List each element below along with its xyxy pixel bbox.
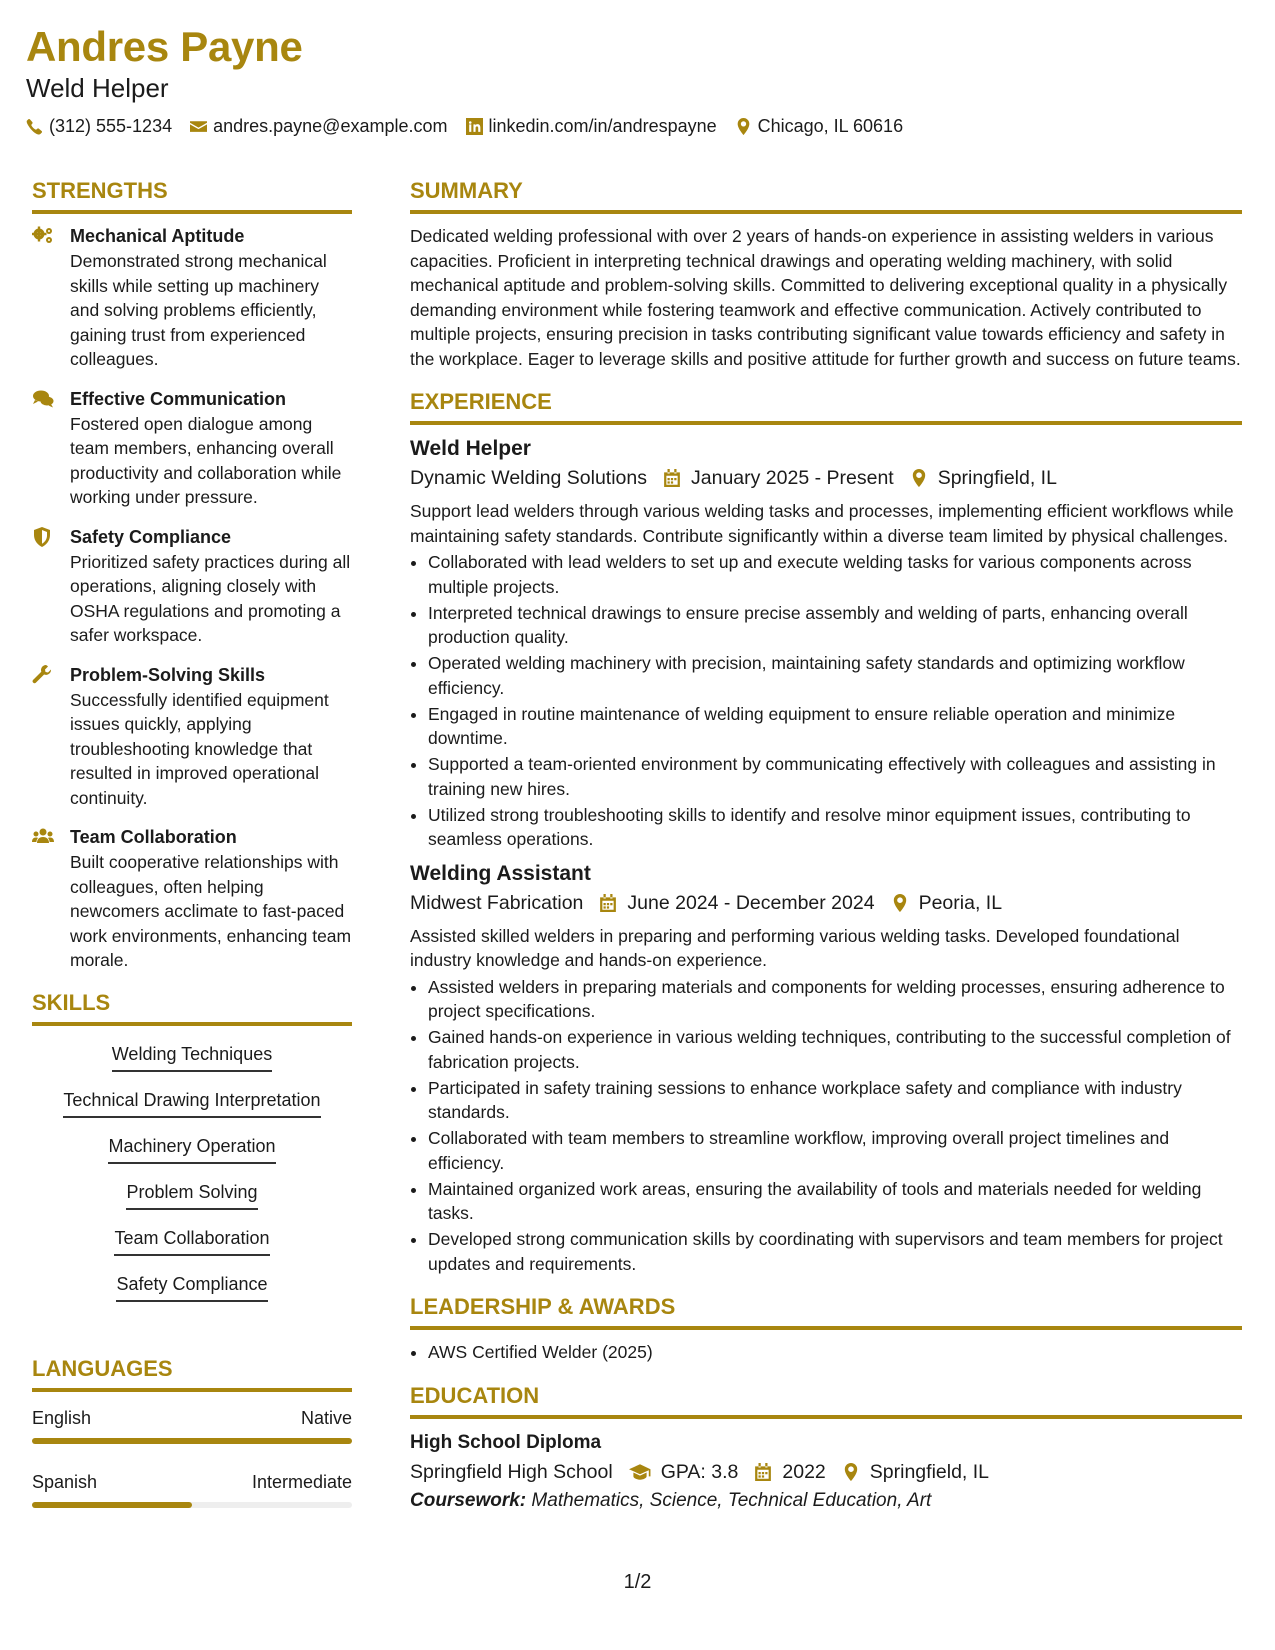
coursework-text: Mathematics, Science, Technical Education, Art: [531, 1489, 932, 1511]
strength-item: [32, 825, 352, 973]
skills-heading: SKILLS: [32, 988, 352, 1026]
summary-text: Dedicated welding professional with over 2 years of hands-on experience in assisting welders in various capacities. Proficient in interpreting technical drawings and operating welding machinery, with solid mechanical aptitude and problem-solving skills. Committed to delivering exceptional quality in a physically demanding environment while fostering teamwork and effective communication. Actively contributed to multiple projects, ensuring precision in tasks contributing significant value towards efficiency and safety in the workplace. Eager to leverage skills and positive attitude for further growth and success on future teams.: [410, 226, 1241, 369]
contact-location: [735, 116, 903, 137]
language-level: Native: [300, 1407, 352, 1428]
strength-item: [32, 387, 352, 510]
skill-item: Problem Solving: [126, 1180, 257, 1210]
job-bullets: [410, 975, 1242, 1277]
language-proficiency-bar: [32, 1502, 352, 1508]
summary-heading: SUMMARY: [410, 176, 1242, 214]
language-proficiency-bar: [32, 1438, 352, 1444]
job-meta: [410, 888, 1242, 918]
strength-item: [32, 663, 352, 811]
strengths-heading: STRENGTHS: [32, 176, 352, 214]
job-bullet: • Engaged in routine maintenance of welding equipment to ensure reliable operation and minimize downtime.: [428, 702, 1242, 751]
job-bullet: • Collaborated with team members to streamline workflow, improving overall project timelines and efficiency.: [428, 1126, 1242, 1175]
strength-description: Prioritized safety practices during all operations, aligning closely with OSHA regulations and promoting a safer workspace.: [70, 551, 351, 645]
map-pin-icon: [910, 469, 928, 487]
contact-linkedin-text[interactable]: linkedin.com/in/andrespayne: [488, 116, 717, 136]
users-icon: [32, 827, 54, 847]
linkedin-icon: [466, 118, 483, 135]
job-title: Welding Assistant: [410, 861, 591, 885]
contact-bar: [26, 116, 921, 137]
job-location: Springfield, IL: [937, 467, 1057, 489]
contact-email-text[interactable]: andres.payne@example.com: [213, 116, 448, 136]
language-item: [32, 1406, 352, 1444]
job-meta: [410, 463, 1242, 493]
contact-email[interactable]: [190, 116, 447, 137]
job-bullet: • Operated welding machinery with precision, maintaining safety standards and optimizing workflow efficiency.: [428, 651, 1242, 700]
candidate-title: Weld Helper: [26, 73, 169, 103]
calendar-icon: [754, 1463, 772, 1481]
job-bullet: • Supported a team-oriented environment by communicating effectively with colleagues and assisting in training new hires.: [428, 752, 1242, 801]
language-proficiency-fill: [32, 1502, 192, 1508]
strength-item: [32, 525, 352, 648]
strength-title: Team Collaboration: [70, 827, 237, 847]
job-bullet: • Developed strong communication skills by coordinating with supervisors and team members for project updates and requirements.: [428, 1227, 1242, 1276]
skill-item: Machinery Operation: [108, 1134, 275, 1164]
education-school: Springfield High School: [410, 1460, 613, 1483]
page-number: 1/2: [623, 1571, 652, 1593]
skill-item: Welding Techniques: [112, 1042, 272, 1072]
education-heading: EDUCATION: [410, 1381, 1242, 1419]
skill-item: Safety Compliance: [116, 1272, 267, 1302]
candidate-name: Andres Payne: [26, 23, 303, 70]
job-description: Support lead welders through various welding tasks and processes, implementing efficient workflows while maintaining safety standards. Contribute significantly within a diverse team limited by physical challenges.: [410, 501, 1234, 546]
strength-title: Safety Compliance: [70, 526, 232, 547]
strength-item: [32, 224, 352, 372]
award-item: • AWS Certified Welder (2025): [428, 1340, 1242, 1365]
job-bullet: • Gained hands-on experience in various welding techniques, contributing to the successful completion of fabrication projects.: [428, 1025, 1242, 1074]
strength-description: Successfully identified equipment issues quickly, applying troubleshooting knowledge that resulted in improved operational continuity.: [70, 689, 329, 808]
job-description: Assisted skilled welders in preparing and performing various welding tasks. Developed foundational industry knowledge and hands-on experience.: [410, 925, 1180, 970]
graduation-cap-icon: [629, 1463, 651, 1481]
phone-icon: [26, 118, 43, 135]
gears-icon: [32, 226, 54, 246]
shield-icon: [32, 527, 54, 547]
resume-header: [26, 22, 921, 137]
strengths-list: [32, 224, 352, 973]
awards-list: [410, 1340, 1242, 1365]
education-coursework: [410, 1487, 1242, 1515]
education-location: Springfield, IL: [869, 1460, 990, 1483]
wrench-icon: [32, 665, 54, 685]
job-bullet: • Utilized strong troubleshooting skills to identify and resolve minor equipment issues, contributing to seamless operations.: [428, 803, 1242, 852]
education-year: 2022: [782, 1460, 826, 1483]
job-bullet: • Maintained organized work areas, ensuring the availability of tools and materials needed for welding tasks.: [428, 1177, 1242, 1226]
contact-phone: [26, 116, 172, 137]
strength-title: Problem-Solving Skills: [70, 664, 266, 685]
languages-list: [32, 1406, 352, 1508]
language-name: Spanish: [32, 1471, 98, 1492]
job-title: Weld Helper: [410, 437, 531, 460]
job-bullet: • Interpreted technical drawings to ensure precise assembly and welding of parts, enhancing overall production quality.: [428, 601, 1242, 650]
language-item: [32, 1470, 352, 1508]
education-meta: [410, 1457, 1242, 1487]
education-degree: High School Diploma: [410, 1431, 602, 1453]
contact-linkedin[interactable]: [466, 116, 717, 137]
education-gpa: GPA: 3.8: [660, 1460, 739, 1483]
left-column: [32, 176, 352, 1508]
job-company: Midwest Fabrication: [410, 891, 584, 914]
map-pin-icon: [891, 894, 909, 912]
right-column: [410, 176, 1242, 1515]
envelope-icon: [190, 118, 207, 135]
awards-heading: LEADERSHIP & AWARDS: [410, 1292, 1242, 1330]
coursework-label: Coursework:: [410, 1489, 527, 1511]
language-name: English: [32, 1407, 92, 1428]
strength-description: Built cooperative relationships with colleagues, often helping newcomers acclimate to fast-paced work environments, enhancing team morale.: [70, 852, 352, 970]
job-bullet: • Collaborated with lead welders to set up and execute welding tasks for various components across multiple projects.: [428, 550, 1242, 599]
calendar-icon: [599, 894, 617, 912]
job-bullet: • Assisted welders in preparing materials and components for welding processes, ensuring adherence to project specifications.: [428, 975, 1242, 1024]
strength-title: Mechanical Aptitude: [70, 226, 245, 246]
calendar-icon: [663, 469, 681, 487]
job-bullets: [410, 550, 1242, 852]
skills-list: [32, 1036, 352, 1318]
job-dates: January 2025 - Present: [691, 467, 894, 489]
experience-heading: EXPERIENCE: [410, 387, 1242, 425]
languages-heading: LANGUAGES: [32, 1354, 352, 1392]
comments-icon: [32, 389, 54, 409]
contact-phone-text: (312) 555-1234: [49, 116, 173, 136]
map-pin-icon: [735, 118, 752, 135]
skill-item: Technical Drawing Interpretation: [63, 1088, 320, 1118]
job-entry: [410, 435, 1242, 852]
job-entry: [410, 860, 1242, 1277]
language-proficiency-fill: [32, 1438, 352, 1444]
strength-description: Demonstrated strong mechanical skills while setting up machinery and solving problems efficiently, gaining trust from experienced colleagues.: [70, 251, 327, 369]
education-entry: [410, 1429, 1242, 1515]
map-pin-icon: [842, 1463, 860, 1481]
strength-title: Effective Communication: [70, 388, 287, 409]
skill-item: Team Collaboration: [114, 1226, 269, 1256]
job-company: Dynamic Welding Solutions: [410, 467, 647, 489]
job-dates: June 2024 - December 2024: [627, 891, 875, 914]
strength-description: Fostered open dialogue among team members, enhancing overall productivity and collaboration while working under pressure.: [70, 413, 342, 507]
contact-location-text: Chicago, IL 60616: [757, 116, 904, 136]
language-level: Intermediate: [251, 1471, 352, 1492]
job-location: Peoria, IL: [918, 891, 1003, 914]
job-bullet: • Participated in safety training sessions to enhance workplace safety and compliance with industry standards.: [428, 1076, 1242, 1125]
